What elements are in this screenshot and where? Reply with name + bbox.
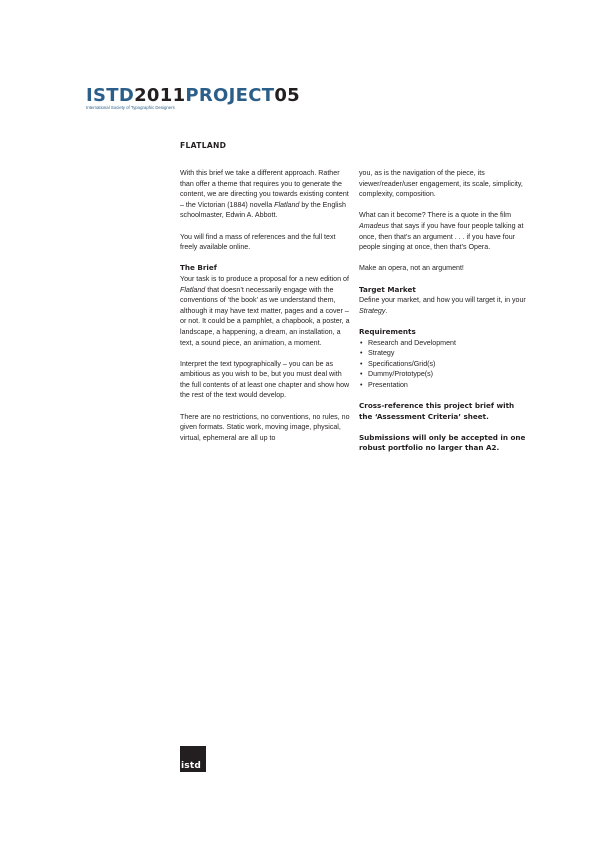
intro-paragraph: With this brief we take a different approach. Rather than offer a theme that requires you to generate the content, we are directing you towards existing content – the Victorian (1884) novella Flatland by the English schoolmaster, Edwin A. Abbott. xyxy=(180,169,349,220)
references-paragraph: You will find a mass of references and the full text freely available online. xyxy=(180,232,336,252)
list-item: • Dummy/Prototype(s) xyxy=(359,369,529,380)
continuation-paragraph: you, as is the navigation of the piece, its viewer/reader/user engagement, its scale, simplicity, complexity, composition. xyxy=(359,169,523,199)
cross-reference-note: Cross-reference this project brief with the ‘Assessment Criteria’ sheet. xyxy=(359,401,515,421)
brief-paragraph: Your task is to produce a proposal for a new edition of Flatland that doesn’t necessarily engage with the conventions of ‘the book’ as we understand them, although it may have text matter, pages and a cover – or not. It could be a pamphlet, a chapbook, a poster, a landscape, a happening, a dream, an installation, a text, a sound piece, an animation, a moment. xyxy=(180,274,350,347)
brief-heading: The Brief xyxy=(180,263,217,273)
restrictions-paragraph: There are no restrictions, no conventions, no rules, no given formats. Static work, moving image, physical, virtual, ephemeral are all up to xyxy=(180,412,350,442)
list-item: • Specifications/Grid(s) xyxy=(359,359,529,370)
list-item: • Research and Development xyxy=(359,338,529,349)
list-item: • Presentation xyxy=(359,380,529,391)
interpret-paragraph: Interpret the text typographically – you can be as ambitious as you wish to be, but you must deal with the full contents of at least one chapter and show how the rest of the text would develop. xyxy=(180,359,350,400)
title-project: PROJECT xyxy=(185,85,275,106)
section-title: FLATLAND xyxy=(180,141,227,150)
submissions-note: Submissions will only be accepted in one robust portfolio no larger than A2. xyxy=(359,432,526,453)
requirements-list xyxy=(359,338,529,391)
amadeus-paragraph: What can it become? There is a quote in the film Amadeus that says if you have four people talking at once, then that’s an argument . . . if you have four people singing at once, then that’s Opera. xyxy=(359,211,524,252)
target-market-heading: Target Market xyxy=(359,284,416,294)
page-header xyxy=(86,86,346,111)
right-column xyxy=(359,168,529,465)
list-item: • Strategy xyxy=(359,348,529,359)
society-subtitle: International Society of Typographic Designers xyxy=(86,105,175,110)
title-number: 05 xyxy=(274,85,300,106)
left-column xyxy=(180,168,350,454)
requirements-heading: Requirements xyxy=(359,326,416,336)
title-year: 2011 xyxy=(134,85,186,106)
opera-line: Make an opera, not an argument! xyxy=(359,264,464,273)
project-title xyxy=(86,86,346,106)
istd-logo-text: istd xyxy=(181,761,201,771)
title-istd: ISTD xyxy=(86,85,135,106)
target-market-paragraph: Define your market, and how you will target it, in your Strategy. xyxy=(359,296,526,315)
